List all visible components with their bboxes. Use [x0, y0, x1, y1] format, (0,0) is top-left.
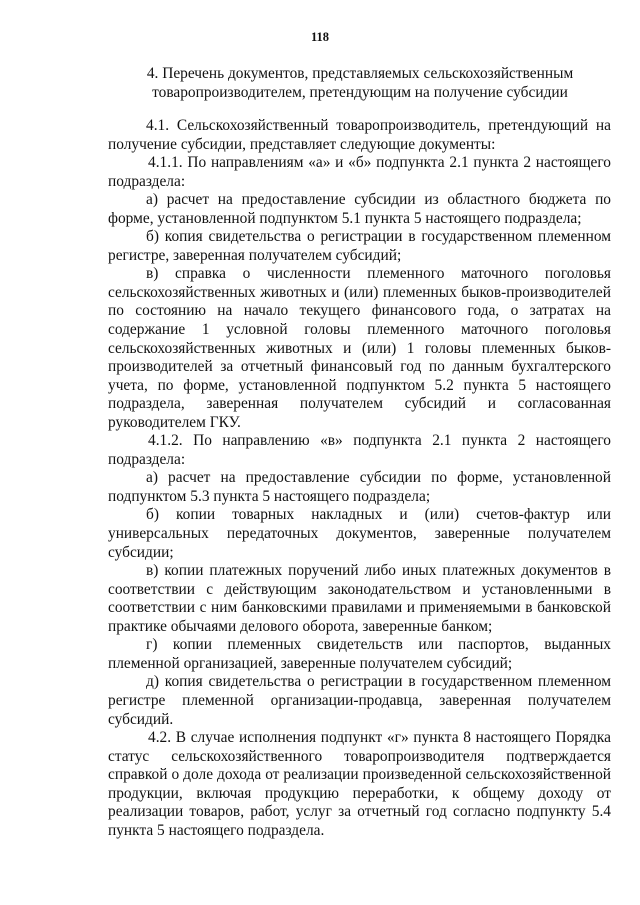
paragraph-4-1-2-g: г) копии племенных свидетельств или паспортов, выданных племенной организацией, заверенные получателем субсидий;	[108, 636, 611, 672]
paragraph-4-1-1-a: а) расчет на предоставление субсидии из областного бюджета по форме, установленной подпунктом 5.1 пункта 5 настоящего подраздела;	[108, 191, 611, 227]
paragraph-4-1-1-b: б) копия свидетельства о регистрации в государственном племенном регистре, заверенная получателем субсидий;	[108, 228, 611, 264]
paragraph-4-1-2-d: д) копия свидетельства о регистрации в государственном племенном регистре племенной организации-продавца, заверенная получателем субсидий.	[108, 673, 611, 728]
paragraph-4-1-1-v: в) справка о численности племенного маточного поголовья сельскохозяйственных животных и (или) племенных быков-производителей по состоянию на начало текущего финансового года, о затратах на содержание 1 условной головы племенного маточного поголовья сельскохозяйственных животных и (или) 1 головы племенных быков-производителей за отчетный финансовый год по данным бухгалтерского учета, по форме, установленной подпунктом 5.2 пункта 5 настоящего подраздела, заверенная получателем субсидий и согласованная руководителем ГКУ.	[108, 265, 611, 431]
paragraph-4-1-2-b: б) копии товарных накладных и (или) счетов-фактур или универсальных передаточных документов, заверенные получателем субсидии;	[108, 506, 611, 561]
paragraph-4-1-2-a: а) расчет на предоставление субсидии по форме, установленной подпунктом 5.3 пункта 5 настоящего подраздела;	[108, 469, 611, 505]
page-number: 118	[310, 30, 330, 44]
paragraph-4-2: 4.2. В случае исполнения подпункт «г» пункта 8 настоящего Порядка статус сельскохозяйственного товаропроизводителя подтверждается справкой о доле дохода от реализации произведенной сельскохозяйственной продукции, включая продукцию переработки, к общему доходу от реализации товаров, работ, услуг за отчетный год согласно подпункту 5.4 пункта 5 настоящего подраздела.	[108, 729, 611, 839]
paragraph-4-1-2: 4.1.2. По направлению «в» подпункта 2.1 пункта 2 настоящего подраздела:	[108, 432, 611, 468]
section-heading: 4. Перечень документов, представляемых сельскохозяйственным товаропроизводителем, претендующим на получение субсидии	[146, 65, 574, 101]
paragraph-4-1-2-v: в) копии платежных поручений либо иных платежных документов в соответствии с действующим законодательством и установленными в соответствии с ним банковскими правилами и применяемыми в банковской практике обычаями делового оборота, заверенные банком;	[108, 562, 611, 635]
document-body	[108, 117, 611, 840]
paragraph-4-1-1: 4.1.1. По направлениям «а» и «б» подпункта 2.1 пункта 2 настоящего подраздела:	[108, 154, 611, 190]
paragraph-4-1: 4.1. Сельскохозяйственный товаропроизводитель, претендующий на получение субсидии, представляет следующие документы:	[108, 117, 611, 153]
